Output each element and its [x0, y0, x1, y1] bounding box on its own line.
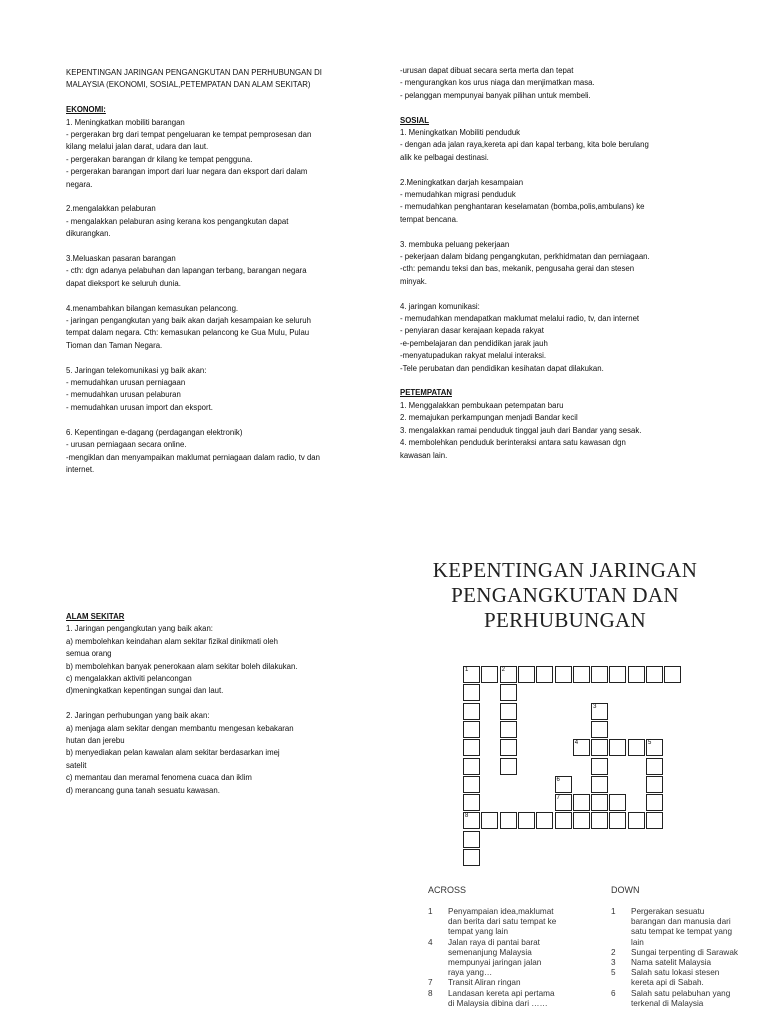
crossword-cell[interactable]	[646, 776, 663, 793]
crossword-cell[interactable]	[463, 666, 480, 683]
text-line: d) merancang guna tanah sesuatu kawasan.	[66, 785, 220, 795]
crossword-cell[interactable]	[463, 684, 480, 701]
crossword-cell[interactable]	[591, 758, 608, 775]
spacer	[400, 288, 700, 300]
crossword-cell[interactable]	[463, 758, 480, 775]
text-line: 2.Meningkatkan darjah kesampaian	[400, 177, 524, 187]
crossword-cell[interactable]	[463, 776, 480, 793]
text-line: - pergerakan barangan import dari luar negara dan eksport dari dalam	[66, 167, 308, 177]
crossword-cell[interactable]	[591, 739, 608, 756]
text-line: -e-pembelajaran dan pendidikan jarak jauh	[400, 338, 548, 348]
crossword-cell[interactable]	[518, 666, 535, 683]
crossword-cell[interactable]	[463, 721, 480, 738]
crossword-cell[interactable]	[463, 739, 480, 756]
clue-text: Penyampaian idea,maklumat	[448, 907, 554, 916]
clue-item	[611, 958, 761, 968]
crossword-cell[interactable]	[500, 758, 517, 775]
text-line: 1. Meningkatkan Mobiliti penduduk	[400, 128, 521, 138]
text-line: Tioman dan Taman Negara.	[66, 340, 163, 350]
text-line: - pergerakan brg dari tempat pengeluaran ke tempat pemprosesan dan	[66, 130, 312, 140]
crossword-cell[interactable]	[646, 794, 663, 811]
crossword-cell[interactable]	[500, 812, 517, 829]
crossword-cell[interactable]	[500, 684, 517, 701]
crossword-cell[interactable]	[500, 703, 517, 720]
spacer	[66, 290, 366, 302]
crossword-cell[interactable]	[463, 812, 480, 829]
text-line: satelit	[66, 760, 87, 770]
clue-text: Nama satelit Malaysia	[631, 958, 712, 968]
edagang-continued-list	[400, 65, 700, 102]
text-line: minyak.	[400, 276, 427, 286]
text-line: b) menyediakan pelan kawalan alam sekitar berdasarkan imej	[66, 748, 280, 758]
crossword-cell[interactable]	[500, 721, 517, 738]
cell-number: 2	[501, 667, 505, 673]
clue-item	[428, 978, 588, 988]
cell-number: 3	[593, 703, 597, 710]
clue-number: 3	[611, 958, 616, 968]
text-line: 1. Menggalakkan pembukaan petempatan baru	[400, 400, 564, 410]
crossword-cell[interactable]	[555, 666, 572, 683]
crossword-cell[interactable]	[591, 703, 608, 720]
clue-number: 7	[428, 978, 433, 988]
text-line: 4. membolehkan penduduk berinteraksi antara satu kawasan dgn	[400, 438, 626, 448]
clue-text: semenanjung Malaysia	[448, 947, 532, 957]
text-line: - pergerakan barangan dr kilang ke tempat pengguna.	[66, 154, 253, 164]
clue-text: Pergerakan sesuatu	[631, 907, 705, 916]
clue-item	[611, 968, 761, 988]
clue-item	[611, 948, 761, 958]
crossword-title-line-3: PERHUBUNGAN	[484, 608, 646, 632]
crossword-cell[interactable]	[591, 794, 608, 811]
alam-sekitar-list	[66, 623, 366, 797]
clue-text: tempat yang lain	[448, 927, 509, 937]
text-line: alik ke pelbagai destinasi.	[400, 152, 489, 162]
spacer	[66, 414, 366, 426]
text-line: 2.mengalakkan pelaburan	[66, 204, 156, 214]
clue-number: 1	[428, 907, 433, 916]
text-line: -mengiklan dan menyampaikan maklumat perniagaan dalam radio, tv dan	[66, 452, 320, 462]
text-line: - cth: dgn adanya pelabuhan dan lapangan terbang, barangan negara	[66, 266, 307, 276]
ekonomi-column	[66, 67, 366, 476]
text-line: - memudahkan urusan pelaburan	[66, 390, 181, 400]
text-line: -urusan dapat dibuat secara serta merta dan tepat	[400, 66, 574, 75]
crossword-cell[interactable]	[481, 812, 498, 829]
crossword-cell[interactable]	[463, 849, 480, 866]
crossword-cell[interactable]	[646, 666, 663, 683]
crossword-cell[interactable]	[628, 812, 645, 829]
crossword-cell[interactable]	[573, 666, 590, 683]
spacer	[66, 191, 366, 203]
crossword-cell[interactable]	[555, 776, 572, 793]
document-heading-line-2: MALAYSIA (EKONOMI, SOSIAL,PETEMPATAN DAN ALAM SEKITAR)	[66, 80, 311, 90]
clue-text: lain	[631, 937, 644, 947]
clue-item	[428, 907, 588, 938]
clue-number: 8	[428, 988, 433, 998]
across-heading: ACROSS	[428, 885, 467, 895]
text-line: b) membolehkan banyak penerokaan alam sekitar boleh dilakukan.	[66, 661, 298, 671]
crossword-cell[interactable]	[646, 812, 663, 829]
crossword-cell[interactable]	[500, 666, 517, 683]
cell-number: 5	[648, 740, 652, 747]
spacer	[66, 698, 366, 710]
clue-number: 4	[428, 937, 433, 947]
text-line: dikurangkan.	[66, 229, 111, 239]
text-line: 1. Jaringan pengangkutan yang baik akan:	[66, 624, 213, 634]
spacer	[400, 164, 700, 176]
text-line: -Tele perubatan dan pendidikan kesihatan dapat dilakukan.	[400, 363, 604, 373]
clue-text: barangan dan manusia dari	[631, 917, 731, 927]
across-clues	[428, 907, 588, 1009]
crossword-cell[interactable]	[463, 831, 480, 848]
crossword-cell[interactable]	[609, 812, 626, 829]
crossword-cell[interactable]	[591, 666, 608, 683]
text-line: 6. Kepentingan e-dagang (perdagangan elektronik)	[66, 427, 243, 437]
text-line: 1. Meningkatkan mobiliti barangan	[66, 117, 185, 127]
clue-item	[611, 907, 761, 948]
crossword-cell[interactable]	[664, 666, 681, 683]
cell-number: 7	[556, 795, 560, 802]
sosial-list	[400, 127, 700, 375]
text-line: semua orang	[66, 649, 112, 659]
clue-text: dan berita dari satu tempat ke	[448, 917, 557, 927]
clue-text: Jalan raya di pantai barat	[448, 937, 540, 947]
text-line: 4. jaringan komunikasi:	[400, 301, 480, 311]
crossword-cell[interactable]	[609, 794, 626, 811]
text-line: - mengalakkan pelaburan asing kerana kos pengangkutan dapat	[66, 216, 289, 226]
cell-number: 8	[465, 813, 469, 820]
down-clues	[611, 907, 761, 1009]
cell-number: 6	[556, 776, 560, 783]
clue-text: Salah satu pelabuhan yang	[631, 988, 731, 998]
crossword-cell[interactable]	[591, 721, 608, 738]
clue-text: Landasan kereta api pertama	[448, 988, 555, 998]
spacer	[400, 226, 700, 238]
clue-text: raya yang…	[448, 968, 493, 978]
clue-item	[611, 989, 761, 1009]
clue-text: kereta api di Sabah.	[631, 978, 704, 988]
clue-text: mempunyai jaringan jalan	[448, 958, 542, 968]
clue-number: 1	[611, 907, 616, 916]
cell-number: 4	[574, 740, 579, 747]
crossword-cell[interactable]	[463, 703, 480, 720]
text-line: 4.menambahkan bilangan kemasukan pelancong.	[66, 303, 239, 313]
crossword-cell[interactable]	[500, 739, 517, 756]
text-line: negara.	[66, 179, 93, 189]
crossword-cell[interactable]	[573, 739, 590, 756]
text-line: d)meningkatkan kepentingan sungai dan laut.	[66, 686, 224, 696]
sosial-column	[400, 65, 700, 462]
crossword-cell[interactable]	[646, 758, 663, 775]
crossword-cell[interactable]	[536, 666, 553, 683]
text-line: - memudahkan penghantaran keselamatan (bomba,polis,ambulans) ke	[400, 202, 645, 212]
text-line: kilang melalui jalan darat, udara dan laut.	[66, 142, 209, 152]
crossword-cell[interactable]	[573, 812, 590, 829]
clue-text: di Malaysia dibina dari ……	[448, 998, 548, 1008]
text-line: 3. mengalakkan ramai penduduk tinggal jauh dari Bandar yang sesak.	[400, 425, 642, 435]
text-line: -cth: pemandu teksi dan bas, mekanik, pengusaha gerai dan stesen	[400, 264, 635, 274]
clue-number: 5	[611, 968, 616, 978]
ekonomi-heading: EKONOMI:	[66, 105, 106, 115]
text-line: c) mengalakkan aktiviti pelancongan	[66, 674, 192, 684]
clue-text: Sungai terpenting di Sarawak	[631, 947, 738, 957]
clue-item	[428, 989, 588, 1009]
alam-sekitar-heading: ALAM SEKITAR	[66, 612, 125, 621]
clue-text: Salah satu lokasi stesen	[631, 968, 720, 978]
text-line: -menyatupadukan rakyat melalui interaksi.	[400, 351, 547, 361]
text-line: 3.Meluaskan pasaran barangan	[66, 254, 176, 264]
text-line: - mengurangkan kos urus niaga dan menjimatkan masa.	[400, 78, 595, 88]
text-line: tempat bencana.	[400, 214, 459, 224]
crossword-cell[interactable]	[518, 812, 535, 829]
cell-number: 1	[465, 667, 469, 673]
spacer	[66, 241, 366, 253]
text-line: dapat dieksport ke seluruh dunia.	[66, 278, 181, 288]
ekonomi-list	[66, 117, 366, 477]
clue-item	[428, 938, 588, 979]
petempatan-list	[400, 400, 700, 462]
text-line: c) memantau dan meramal fenomena cuaca dan iklim	[66, 773, 252, 783]
text-line: - dengan ada jalan raya,kereta api dan kapal terbang, kita bole berulang	[400, 140, 649, 150]
crossword-title-line-1: KEPENTINGAN JARINGAN	[432, 558, 698, 582]
crossword-cell[interactable]	[609, 666, 626, 683]
crossword-cell[interactable]	[481, 666, 498, 683]
down-heading: DOWN	[611, 885, 640, 895]
crossword-cell[interactable]	[555, 812, 572, 829]
clue-text: terkenal di Malaysia	[631, 998, 704, 1008]
crossword-cell[interactable]	[591, 776, 608, 793]
sosial-heading: SOSIAL	[400, 115, 430, 125]
text-line: 2. Jaringan perhubungan yang baik akan:	[66, 711, 210, 721]
spacer	[66, 352, 366, 364]
petempatan-heading: PETEMPATAN	[400, 388, 452, 398]
crossword-cell[interactable]	[555, 794, 572, 811]
clue-text: Transit Aliran ringan	[448, 978, 521, 988]
text-line: - urusan perniagaan secara online.	[66, 440, 187, 450]
crossword-title	[415, 558, 715, 633]
crossword-cell[interactable]	[573, 794, 590, 811]
text-line: - memudahkan urusan import dan eksport.	[66, 402, 213, 412]
crossword-cell[interactable]	[628, 739, 645, 756]
text-line: 2. memajukan perkampungan menjadi Bandar kecil	[400, 413, 578, 423]
crossword-cell[interactable]	[609, 739, 626, 756]
text-line: hutan dan jerebu	[66, 736, 125, 746]
text-line: kawasan lain.	[400, 450, 448, 460]
clue-text: satu tempat ke tempat yang	[631, 927, 733, 937]
document-heading-line-1: KEPENTINGAN JARINGAN PENGANGKUTAN DAN PERHUBUNGAN DI	[66, 68, 322, 77]
text-line: 3. membuka peluang pekerjaan	[400, 239, 510, 249]
clue-number: 6	[611, 988, 616, 998]
alam-sekitar-column	[66, 611, 366, 797]
text-line: - penyiaran dasar kerajaan kepada rakyat	[400, 326, 544, 336]
text-line: - memudahkan migrasi penduduk	[400, 190, 516, 200]
text-line: - memudahkan urusan perniagaan	[66, 378, 186, 388]
text-line: - pekerjaan dalam bidang pengangkutan, perkhidmatan dan perniagaan.	[400, 252, 650, 262]
crossword-cell[interactable]	[536, 812, 553, 829]
crossword-cell[interactable]	[463, 794, 480, 811]
text-line: a) membolehkan keindahan alam sekitar fizikal dinikmati oleh	[66, 636, 278, 646]
text-line: - jaringan pengangkutan yang baik akan darjah kesampaian ke seluruh	[66, 316, 311, 326]
text-line: - pelanggan mempunyai banyak pilihan untuk membeli.	[400, 90, 591, 100]
text-line: a) menjaga alam sekitar dengan membantu mengesan kebakaran	[66, 723, 294, 733]
crossword-cell[interactable]	[628, 666, 645, 683]
text-line: tempat dalam negara. Cth: kemasukan pelancong ke Gua Mulu, Pulau	[66, 328, 310, 338]
text-line: - memudahkan mendapatkan maklumat melalui radio, tv, dan internet	[400, 314, 640, 324]
text-line: 5. Jaringan telekomunikasi yg baik akan:	[66, 365, 207, 375]
text-line: internet.	[66, 464, 95, 474]
clue-number: 2	[611, 947, 616, 957]
crossword-cell[interactable]	[646, 739, 663, 756]
crossword-title-line-2: PENGANGKUTAN DAN	[451, 583, 679, 607]
crossword-cell[interactable]	[591, 812, 608, 829]
